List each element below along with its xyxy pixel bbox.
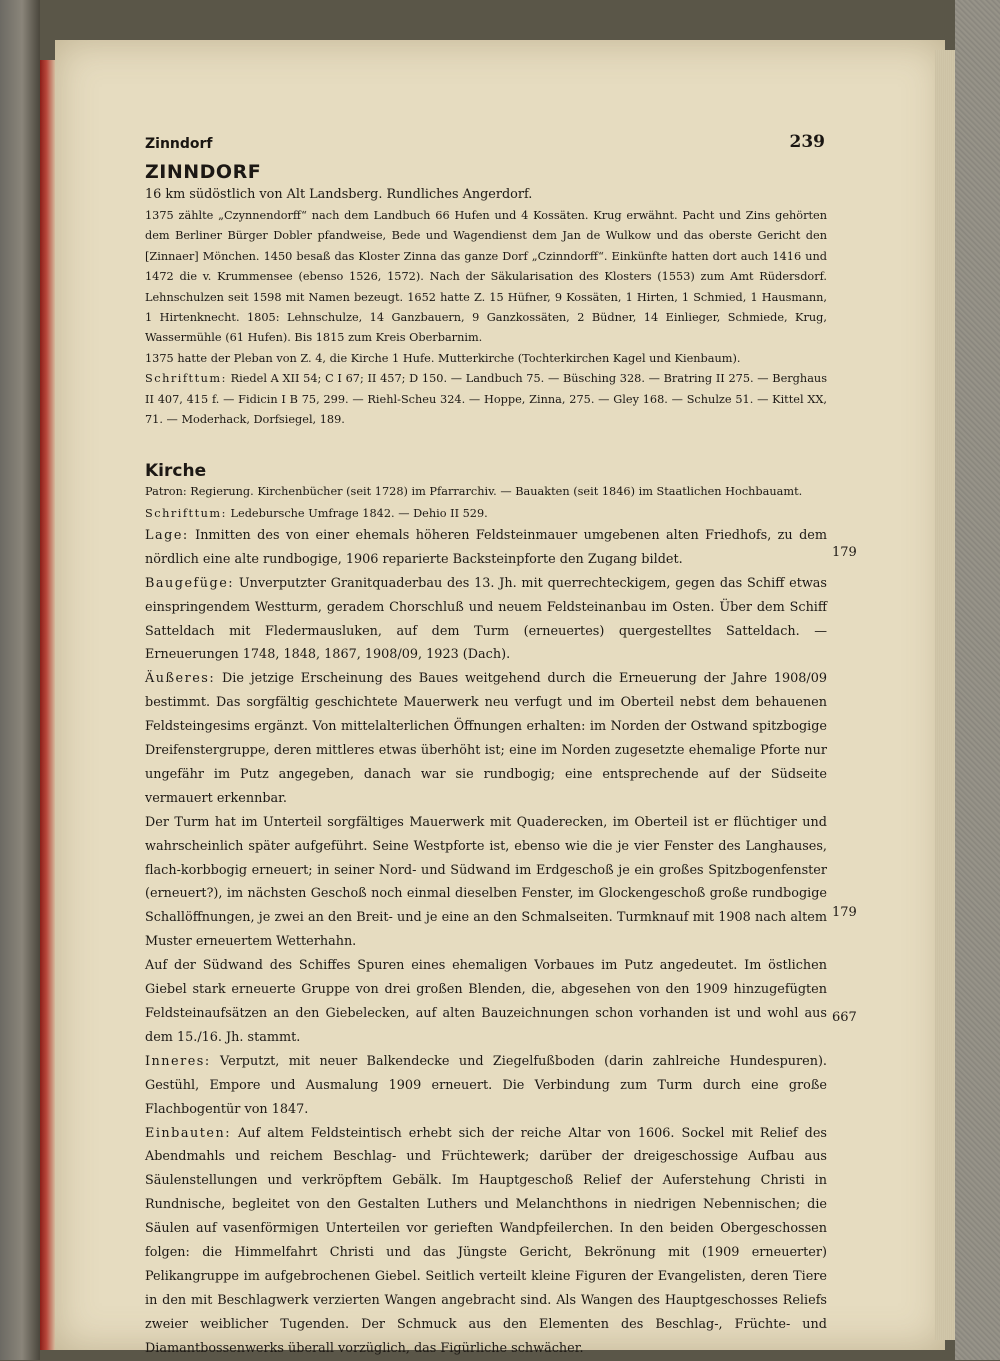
church-bibliography-text: Ledebursche Umfrage 1842. — Dehio II 529. bbox=[226, 506, 488, 520]
fixtures-text: Auf altem Feldsteintisch erhebt sich der reiche Altar von 1606. Sockel mit Relief des Abendmahls und reichem Beschlag- und Früchtewerk; darüber der dreigeschossige Aufbau aus Säulenstellungen und verkröpftem Gebälk. Im Hauptgeschoß Relief der Auferstehung Christi in Rundnische, begleitet von den Gestalten Luthers und Melanchthons in niedrigen Nebennischen; die Säulen auf vasenförmigen Unterteilen vor gerieften Wandpfeilerchen. In den beiden Obergeschossen folgen: die Himmelfahrt Christi und das Jüngste Gericht, Bekrönung mit (1909 erneuerter) Pelikangruppe im aufgebrochenen Giebel. Seitlich verteilt kleine Figuren der Evangelisten, deren Tiere in den mit Beschlagwerk verzierten Wangen angebracht sind. Als Wangen des Hauptgeschosses Reliefs zweier weiblicher Tugenden. Der Schmuck aus den Elementen des Beschlag-, Früchte- und Diamantbossenwerks überall vorzüglich, das Figürliche schwächer. bbox=[145, 1125, 827, 1356]
section-heading-church: Kirche bbox=[145, 461, 207, 482]
church-bibliography-label: Schrifttum: bbox=[145, 506, 227, 520]
article-title: ZINNDORF bbox=[145, 161, 262, 183]
margin-figure-reference: 179 bbox=[832, 545, 857, 560]
exterior-paragraph bbox=[145, 667, 827, 810]
structure-paragraph bbox=[145, 572, 827, 668]
interior-text: Verputzt, mit neuer Balkendecke und Ziegelfußboden (darin zahlreiche Hundespuren). Gestühl, Empore und Ausmalung 1909 erneuert. Die Verbindung zum Turm durch eine große Flachbogentür von 1847. bbox=[145, 1053, 827, 1117]
interior-label: Inneres: bbox=[145, 1053, 211, 1069]
church-bibliography-paragraph bbox=[145, 503, 827, 524]
location-paragraph bbox=[145, 524, 827, 572]
bibliography-text: Riedel A XII 54; C I 67; II 457; D 150. — Landbuch 75. — Büsching 328. — Bratring II 275. — Berghaus II 407, 415 f. — Fidicin I B 75, 299. — Riehl-Scheu 324. — Hoppe, Zinna, 275. — Gley 168. — Schulze 51. — Kittel XX, 71. — Moderhack, Dorfsiegel, 189. bbox=[145, 372, 827, 427]
running-head: Zinndorf bbox=[145, 136, 213, 152]
margin-figure-reference: 179 bbox=[832, 905, 857, 920]
article-body bbox=[145, 160, 827, 1361]
patron-paragraph: Patron: Regierung. Kirchenbücher (seit 1728) im Pfarrarchiv. — Bauakten (seit 1846) im Staatlichen Hochbauamt. bbox=[145, 485, 803, 499]
bibliography-label: Schrifttum: bbox=[145, 372, 227, 386]
book-binding-left bbox=[0, 0, 40, 1360]
church-description bbox=[145, 503, 827, 1361]
interior-paragraph bbox=[145, 1050, 827, 1122]
book-cover-right bbox=[955, 0, 1000, 1360]
history-paragraph: 1375 zählte „Czynnendorff“ nach dem Landbuch 66 Hufen und 4 Kossäten. Krug erwähnt. Pacht und Zins gehörten dem Berliner Bürger Dobler pfandweise, Bede und Wagendienst dem Jan de Wulkow und das oberste Gericht den [Zinnaer] Mönchen. 1450 besaß das Kloster Zinna das ganze Dorf „Czinndorff“. Einkünfte hatten dort auch 1416 und 1472 die v. Krummensee (ebenso 1526, 1572). Nach der Säkularisation des Klosters (1553) zum Amt Rüdersdorf. Lehnschulzen seit 1598 mit Namen bezeugt. 1652 hatte Z. 15 Hüfner, 9 Kossäten, 1 Hirten, 1 Schmied, 1 Hausmann, 1 Hirtenknecht. 1805: Lehnschulze, 14 Ganzbauern, 9 Ganzkossäten, 2 Büdner, 14 Einlieger, Schmiede, Krug, Wassermühle (61 Hufen). Bis 1815 zum Kreis Oberbarnim. bbox=[145, 209, 827, 345]
facing-page-edge bbox=[40, 60, 56, 1350]
fixtures-label: Einbauten: bbox=[145, 1125, 232, 1141]
location-text: Inmitten des von einer ehemals höheren Feldsteinmauer umgebenen alten Friedhofs, zu dem nördlich eine alte rundbogige, 1906 reparierte Backsteinpforte den Zugang bildet. bbox=[145, 527, 827, 567]
page-stack-edge bbox=[935, 50, 955, 1340]
structure-text: Unverputzter Granitquaderbau des 13. Jh. mit querrechteckigem, gegen das Schiff etwas einspringendem Westturm, geradem Chorschluß und neuem Feldsteinanbau im Osten. Über dem Schiff Satteldach mit Fledermausluken, auf dem Turm (erneuertes) quergestelltes Satteldach. — Erneuerungen 1748, 1848, 1867, 1908/09, 1923 (Dach). bbox=[145, 575, 827, 663]
bibliography-paragraph bbox=[145, 369, 827, 430]
page-number: 239 bbox=[789, 132, 825, 152]
exterior-text: Die jetzige Erscheinung des Baues weitgehend durch die Erneuerung der Jahre 1908/09 bestimmt. Das sorgfältig geschichtete Mauerwerk neu verfugt und im Oberteil nebst dem behauenen Feldsteingesims ergänzt. Von mittelalterlichen Öffnungen erhalten: im Norden der Ostwand spitzbogige Dreifenstergruppe, deren mittleres etwas überhöht ist; eine im Norden zugesetzte ehemalige Pforte nur ungefähr im Putz angegeben, danach war sie rundbogig; eine entsprechende auf der Südseite vermauert erkennbar. bbox=[145, 671, 827, 806]
parish-paragraph: 1375 hatte der Pleban von Z. 4, die Kirche 1 Hufe. Mutterkirche (Tochterkirchen Kagel und Kienbaum). bbox=[145, 351, 741, 365]
margin-figure-reference: 667 bbox=[832, 1010, 857, 1025]
church-sources bbox=[145, 482, 827, 502]
structure-label: Baugefüge: bbox=[145, 575, 235, 591]
exterior-label: Äußeres: bbox=[145, 671, 216, 687]
location-label: Lage: bbox=[145, 527, 189, 543]
intro-lead: 16 km südöstlich von Alt Landsberg. Rundliches Angerdorf. bbox=[145, 187, 533, 202]
village-history-section bbox=[145, 184, 827, 430]
tower-paragraph: Der Turm hat im Unterteil sorgfältiges Mauerwerk mit Quaderecken, im Oberteil ist er flüchtiger und wahrscheinlich später aufgeführt. Seine Westpforte ist, ebenso wie die je vier Fenster des Langhauses, flach-korbbogig erneuert; in seiner Nord- und Südwand im Erdgeschoß je ein großes Spitzbogenfenster (erneuert?), im nächsten Geschoß noch einmal dieselben Fenster, im Glockengeschoß große rundbogige Schallöffnungen, je zwei an den Breit- und je eine an den Schmalseiten. Turmknauf mit 1908 nach altem Muster erneuertem Wetterhahn. bbox=[145, 814, 827, 950]
fixtures-paragraph bbox=[145, 1122, 827, 1361]
south-wall-paragraph: Auf der Südwand des Schiffes Spuren eines ehemaligen Vorbaues im Putz angedeutet. Im östlichen Giebel stark erneuerte Gruppe von drei großen Blenden, die, abgesehen von den 1909 hinzugefügten Feldsteinaufsätzen an den Giebelecken, auf alten Bauzeichnungen schon vorhanden ist und wohl aus dem 15./16. Jh. stammt. bbox=[145, 958, 827, 1045]
